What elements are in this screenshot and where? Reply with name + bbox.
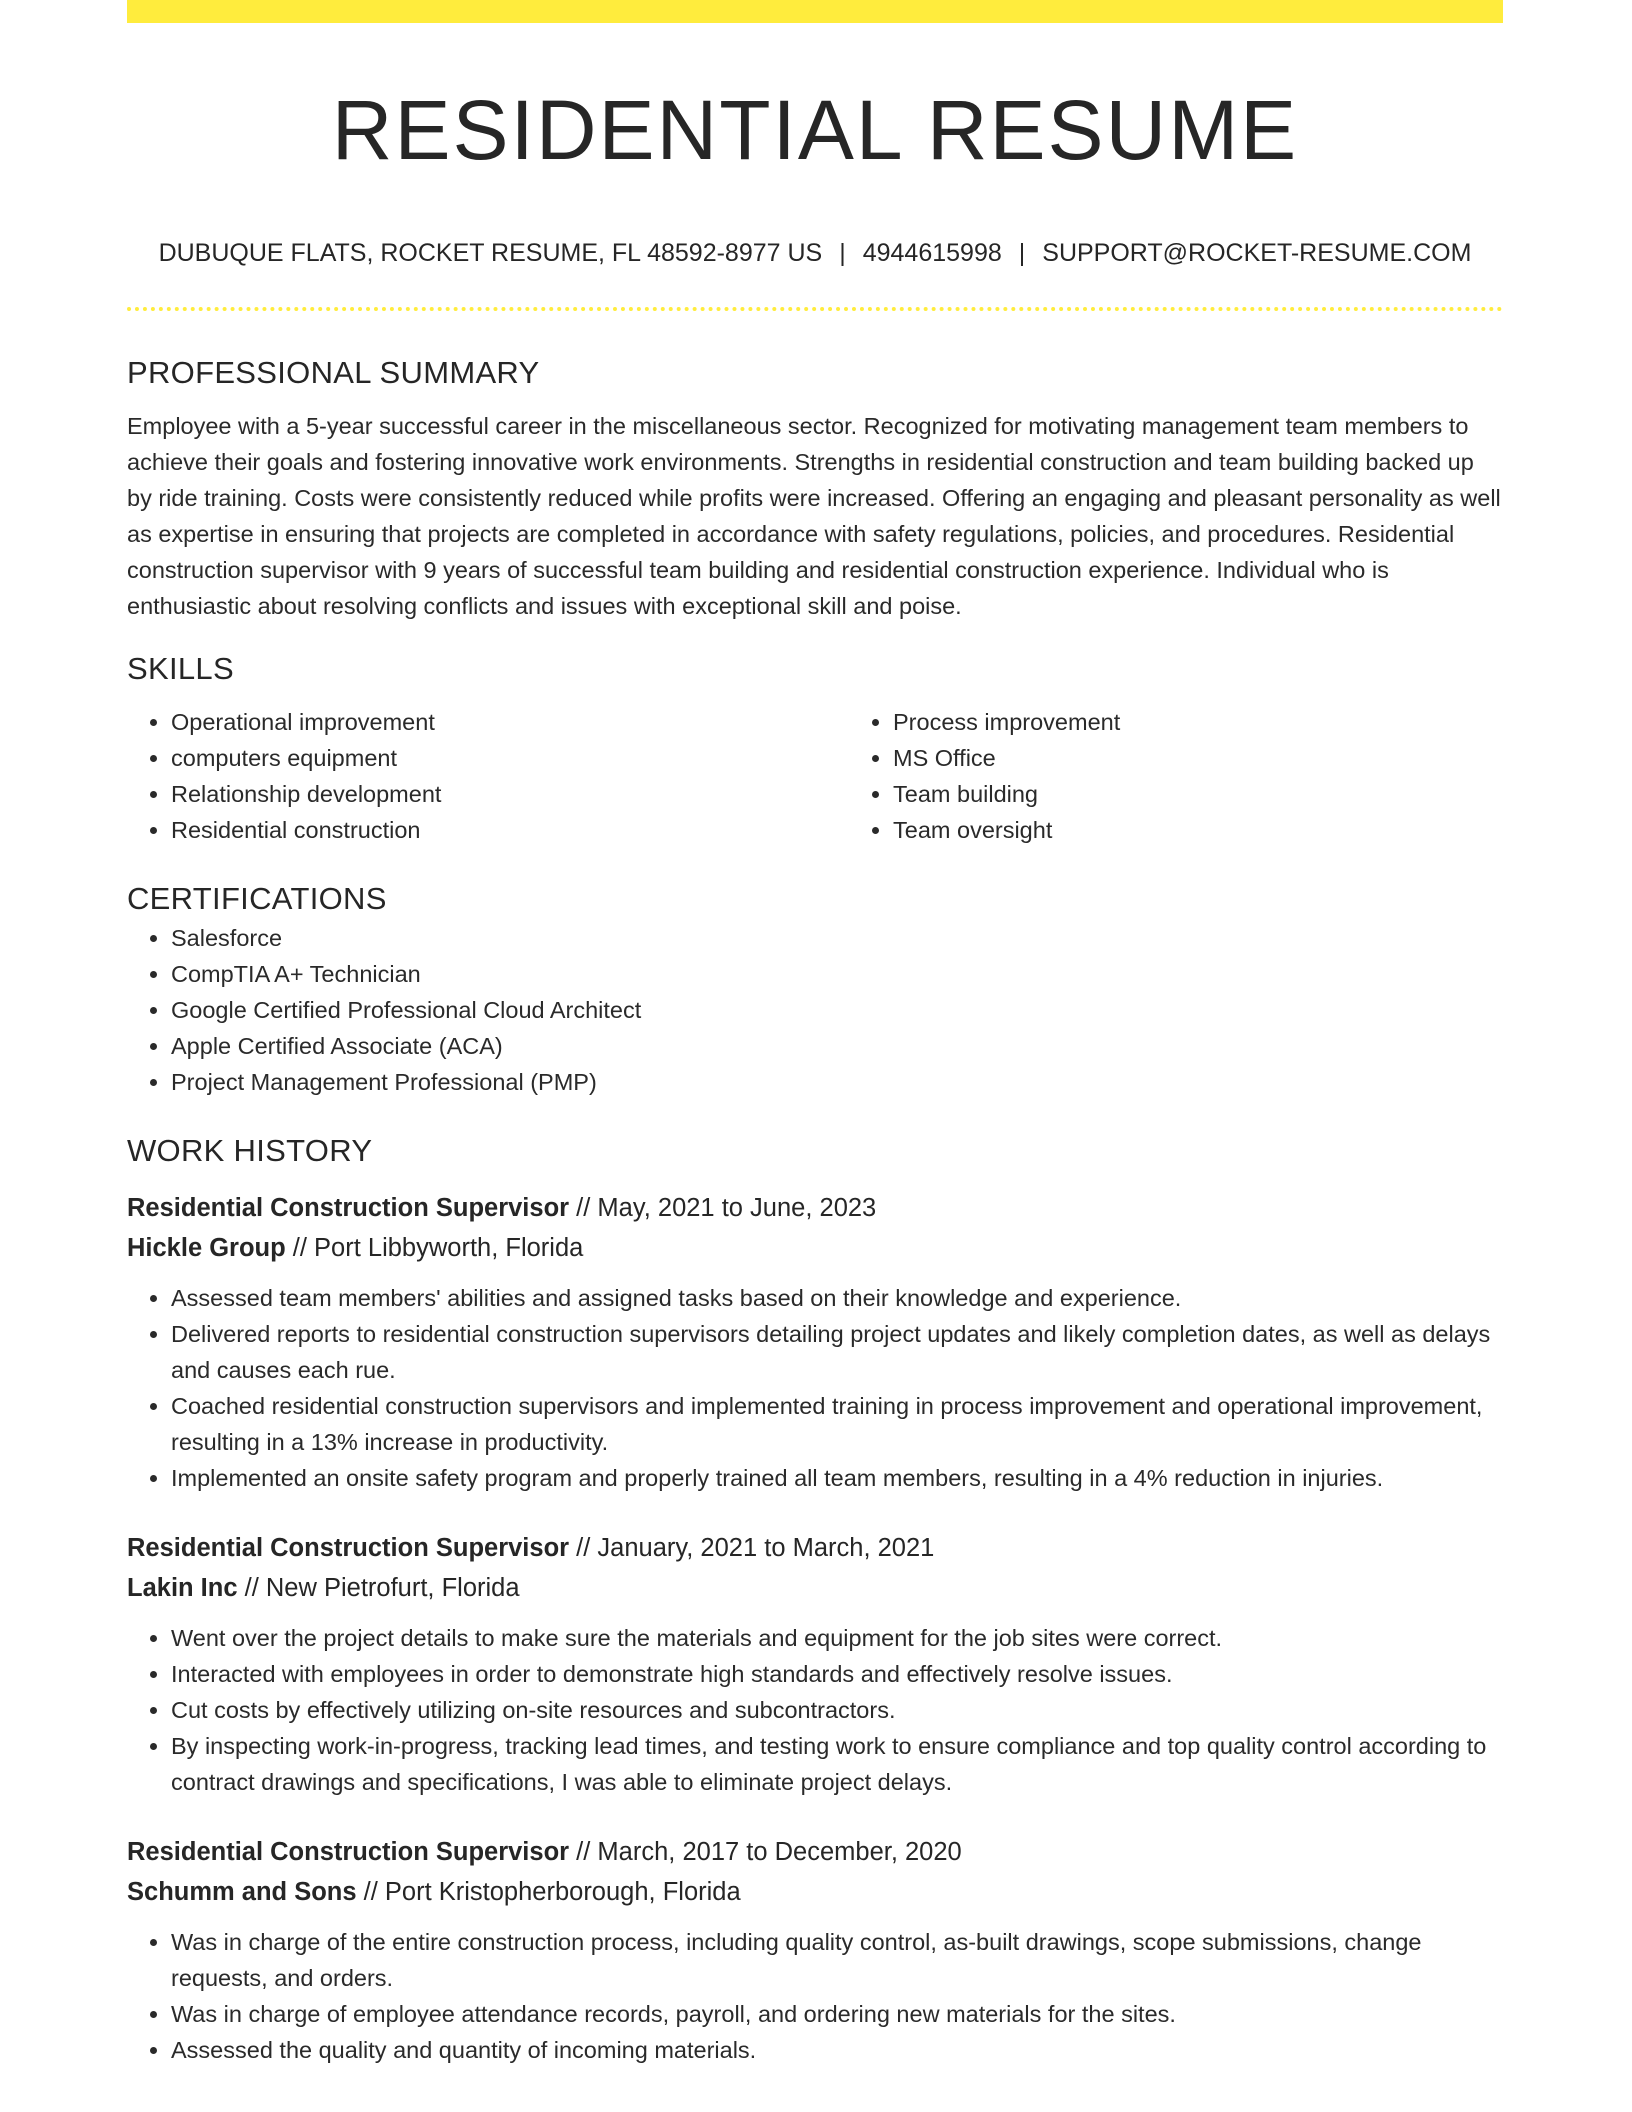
job-company: Schumm and Sons bbox=[127, 1878, 357, 1906]
job-entry bbox=[127, 1188, 1503, 1496]
job-title: Residential Construction Supervisor bbox=[127, 1838, 570, 1866]
skill-item: • Operational improvement bbox=[171, 704, 849, 740]
job-bullet: • Delivered reports to residential construction supervisors detailing project updates and likely completion dates, as well as delays and causes each rue. bbox=[171, 1316, 1503, 1388]
job-bullet: • Was in charge of employee attendance records, payroll, and ordering new materials for the sites. bbox=[171, 1996, 1503, 2032]
contact-line bbox=[127, 236, 1503, 270]
work-history-section bbox=[127, 1130, 1503, 2068]
job-title: Residential Construction Supervisor bbox=[127, 1194, 570, 1222]
summary-text: Employee with a 5-year successful career in the miscellaneous sector. Recognized for motivating management team members to achieve their goals and fostering innovative work environments. Strengths in residential construction and team building backed up by ride training. Costs were consistently reduced while profits were increased. Offering an engaging and pleasant personality as well as expertise in ensuring that projects are completed in accordance with safety regulations, policies, and procedures. Residential construction supervisor with 9 years of successful team building and residential construction experience. Individual who is enthusiastic about resolving conflicts and issues with exceptional skill and poise. bbox=[127, 413, 1501, 619]
job-entry bbox=[127, 1832, 1503, 2068]
job-bullet: • Interacted with employees in order to demonstrate high standards and effectively resolve issues. bbox=[171, 1656, 1503, 1692]
job-bullets bbox=[127, 1280, 1503, 1496]
job-location: // Port Libbyworth, Florida bbox=[285, 1234, 584, 1262]
contact-separator: | bbox=[839, 239, 846, 267]
contact-phone[interactable]: 4944615998 bbox=[862, 239, 1002, 267]
job-bullet: • Assessed the quality and quantity of incoming materials. bbox=[171, 2032, 1503, 2068]
job-title-line bbox=[127, 1188, 1503, 1228]
certification-item: • Salesforce bbox=[171, 920, 1503, 956]
job-dates: // May, 2021 to June, 2023 bbox=[569, 1194, 877, 1222]
job-company: Hickle Group bbox=[127, 1234, 286, 1262]
contact-address: DUBUQUE FLATS, ROCKET RESUME, FL 48592-8977 US bbox=[158, 239, 823, 267]
job-company-line bbox=[127, 1568, 1503, 1608]
resume-content bbox=[127, 352, 1503, 2068]
certifications-section bbox=[127, 878, 1503, 1100]
certifications-list bbox=[127, 920, 1503, 1100]
job-bullet: • Was in charge of the entire construction process, including quality control, as-built drawings, scope submissions, change requests, and orders. bbox=[171, 1924, 1503, 1996]
certification-item: • Apple Certified Associate (ACA) bbox=[171, 1028, 1503, 1064]
skill-item: • Residential construction bbox=[171, 812, 849, 848]
job-company: Lakin Inc bbox=[127, 1574, 238, 1602]
skill-item: • MS Office bbox=[893, 740, 1571, 776]
certifications-heading: CERTIFICATIONS bbox=[127, 881, 387, 916]
job-bullet: • Went over the project details to make sure the materials and equipment for the job sites were correct. bbox=[171, 1620, 1503, 1656]
job-title-line bbox=[127, 1528, 1503, 1568]
job-bullet: • Implemented an onsite safety program and properly trained all team members, resulting in a 4% reduction in injuries. bbox=[171, 1460, 1503, 1496]
skills-heading: SKILLS bbox=[127, 651, 234, 686]
skills-columns bbox=[127, 704, 1503, 848]
work-history-heading: WORK HISTORY bbox=[127, 1133, 373, 1168]
job-location: // New Pietrofurt, Florida bbox=[237, 1574, 520, 1602]
certification-item: • CompTIA A+ Technician bbox=[171, 956, 1503, 992]
job-location: // Port Kristopherborough, Florida bbox=[356, 1878, 741, 1906]
job-dates: // January, 2021 to March, 2021 bbox=[569, 1534, 935, 1562]
job-bullets bbox=[127, 1620, 1503, 1800]
skill-item: • Process improvement bbox=[893, 704, 1571, 740]
skills-section bbox=[127, 648, 1503, 848]
contact-email[interactable]: SUPPORT@ROCKET-RESUME.COM bbox=[1042, 239, 1472, 267]
certification-item: • Google Certified Professional Cloud Architect bbox=[171, 992, 1503, 1028]
job-dates: // March, 2017 to December, 2020 bbox=[569, 1838, 962, 1866]
job-bullet: • Cut costs by effectively utilizing on-site resources and subcontractors. bbox=[171, 1692, 1503, 1728]
resume-name: RESIDENTIAL RESUME bbox=[331, 83, 1299, 177]
skills-right-list bbox=[849, 704, 1571, 848]
skill-item: • Team building bbox=[893, 776, 1571, 812]
skill-item: • Relationship development bbox=[171, 776, 849, 812]
job-company-line bbox=[127, 1228, 1503, 1268]
job-company-line bbox=[127, 1872, 1503, 1912]
summary-heading: PROFESSIONAL SUMMARY bbox=[127, 355, 540, 390]
job-bullet: • By inspecting work-in-progress, tracking lead times, and testing work to ensure compliance and top quality control according to contract drawings and specifications, I was able to eliminate project delays. bbox=[171, 1728, 1503, 1800]
contact-separator: | bbox=[1018, 239, 1026, 267]
job-title-line bbox=[127, 1832, 1503, 1872]
job-title: Residential Construction Supervisor bbox=[127, 1534, 570, 1562]
skills-left-list bbox=[127, 704, 849, 848]
certification-item: • Project Management Professional (PMP) bbox=[171, 1064, 1503, 1100]
job-bullet: • Assessed team members' abilities and assigned tasks based on their knowledge and experience. bbox=[171, 1280, 1503, 1316]
skill-item: • computers equipment bbox=[171, 740, 849, 776]
summary-section bbox=[127, 352, 1503, 624]
job-bullets bbox=[127, 1924, 1503, 2068]
job-entry bbox=[127, 1528, 1503, 1800]
skill-item: • Team oversight bbox=[893, 812, 1571, 848]
job-bullet: • Coached residential construction supervisors and implemented training in process improvement and operational improvement, resulting in a 13% increase in productivity. bbox=[171, 1388, 1503, 1460]
dotted-divider bbox=[127, 307, 1503, 311]
top-accent-bar bbox=[127, 0, 1503, 23]
